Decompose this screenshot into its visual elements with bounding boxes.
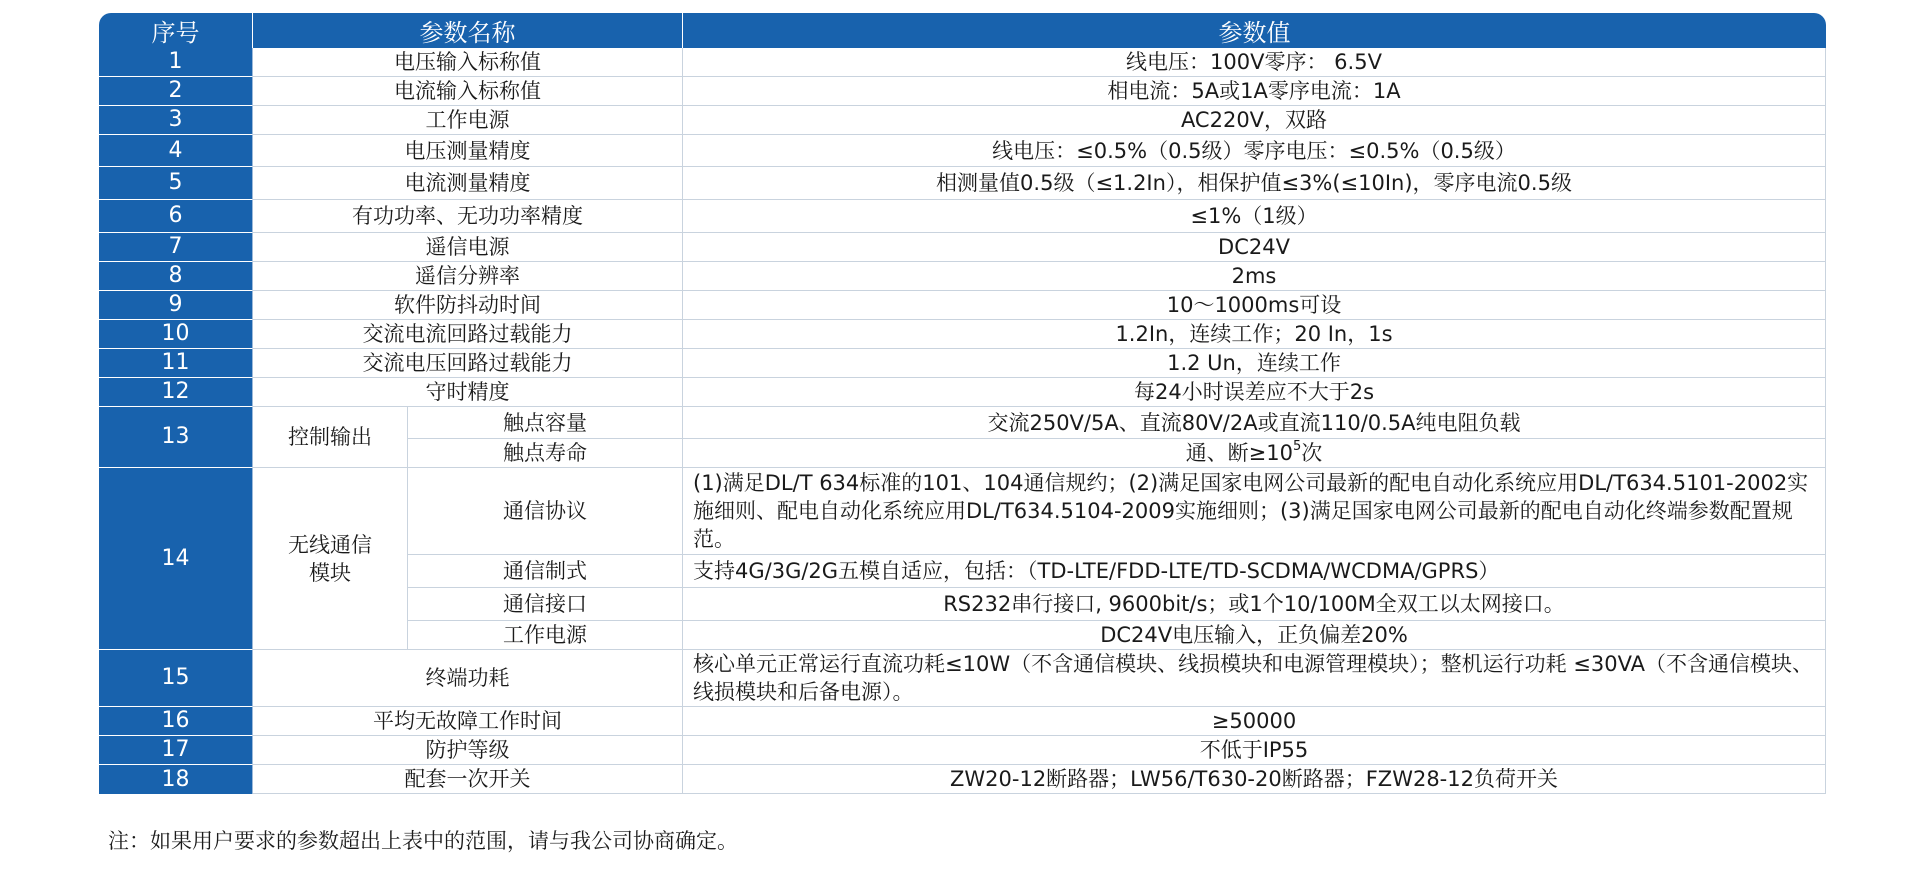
table-row bbox=[99, 650, 1826, 707]
row-index: 8 bbox=[99, 262, 253, 291]
param-sub-name: 通信接口 bbox=[408, 588, 683, 621]
param-sub-name: 通信制式 bbox=[408, 555, 683, 588]
header-index: 序号 bbox=[99, 13, 253, 48]
table-row bbox=[99, 407, 1826, 439]
row-index: 7 bbox=[99, 233, 253, 262]
param-name: 软件防抖动时间 bbox=[253, 291, 683, 320]
param-value: 线电压：100V零序： 6.5V bbox=[683, 48, 1826, 77]
param-value: AC220V，双路 bbox=[683, 106, 1826, 135]
param-value: DC24V bbox=[683, 233, 1826, 262]
row-index: 11 bbox=[99, 349, 253, 378]
row-index: 13 bbox=[99, 407, 253, 468]
table-row bbox=[99, 77, 1826, 106]
param-name: 守时精度 bbox=[253, 378, 683, 407]
param-name: 有功功率、无功功率精度 bbox=[253, 200, 683, 233]
param-value: DC24V电压输入，正负偏差20% bbox=[683, 621, 1826, 650]
table-header-row bbox=[99, 13, 1826, 48]
row-index: 14 bbox=[99, 468, 253, 650]
table-row bbox=[99, 320, 1826, 349]
value-exponent: 5 bbox=[1293, 439, 1302, 454]
header-param-value: 参数值 bbox=[683, 13, 1826, 48]
row-index: 16 bbox=[99, 707, 253, 736]
param-sub-name: 触点容量 bbox=[408, 407, 683, 439]
row-index: 15 bbox=[99, 650, 253, 707]
row-index: 10 bbox=[99, 320, 253, 349]
row-index: 17 bbox=[99, 736, 253, 765]
table-row bbox=[99, 378, 1826, 407]
param-sub-name: 触点寿命 bbox=[408, 439, 683, 468]
row-index: 1 bbox=[99, 48, 253, 77]
param-name: 电流输入标称值 bbox=[253, 77, 683, 106]
value-text: 次 bbox=[1301, 441, 1323, 465]
table-row bbox=[99, 468, 1826, 555]
table-row bbox=[99, 48, 1826, 77]
param-name: 交流电流回路过载能力 bbox=[253, 320, 683, 349]
spec-table bbox=[99, 13, 1826, 794]
value-text: 通、断≥10 bbox=[1185, 441, 1294, 465]
param-value: 相电流：5A或1A零序电流：1A bbox=[683, 77, 1826, 106]
param-value: 支持4G/3G/2G五模自适应，包括：（TD-LTE/FDD-LTE/TD-SCDMA/WCDMA/GPRS） bbox=[683, 555, 1826, 588]
param-name: 电流测量精度 bbox=[253, 167, 683, 200]
table-row bbox=[99, 135, 1826, 167]
param-value: ≤1%（1级） bbox=[683, 200, 1826, 233]
param-name: 遥信电源 bbox=[253, 233, 683, 262]
table-row bbox=[99, 167, 1826, 200]
param-group-name: 无线通信模块 bbox=[253, 468, 408, 650]
param-value: ZW20-12断路器；LW56/T630-20断路器；FZW28-12负荷开关 bbox=[683, 765, 1826, 794]
param-value: 不低于IP55 bbox=[683, 736, 1826, 765]
param-sub-name: 通信协议 bbox=[408, 468, 683, 555]
row-index: 2 bbox=[99, 77, 253, 106]
param-name: 电压测量精度 bbox=[253, 135, 683, 167]
table-row bbox=[99, 736, 1826, 765]
row-index: 12 bbox=[99, 378, 253, 407]
param-value: 2ms bbox=[683, 262, 1826, 291]
row-index: 4 bbox=[99, 135, 253, 167]
table-row bbox=[99, 233, 1826, 262]
header-param-name: 参数名称 bbox=[253, 13, 683, 48]
row-index: 18 bbox=[99, 765, 253, 794]
param-value bbox=[683, 439, 1826, 468]
param-value: 每24小时误差应不大于2s bbox=[683, 378, 1826, 407]
table-row bbox=[99, 291, 1826, 320]
param-name: 防护等级 bbox=[253, 736, 683, 765]
param-value: RS232串行接口, 9600bit/s；或1个10/100M全双工以太网接口。 bbox=[683, 588, 1826, 621]
row-index: 5 bbox=[99, 167, 253, 200]
param-value: 线电压：≤0.5%（0.5级）零序电压：≤0.5%（0.5级） bbox=[683, 135, 1826, 167]
param-name: 平均无故障工作时间 bbox=[253, 707, 683, 736]
param-name: 终端功耗 bbox=[253, 650, 683, 707]
table-row bbox=[99, 200, 1826, 233]
table-row bbox=[99, 349, 1826, 378]
param-value: ≥50000 bbox=[683, 707, 1826, 736]
param-value: 核心单元正常运行直流功耗≤10W（不含通信模块、线损模块和电源管理模块）；整机运行功耗 ≤30VA（不含通信模块、线损模块和后备电源）。 bbox=[683, 650, 1826, 707]
param-sub-name: 工作电源 bbox=[408, 621, 683, 650]
param-name: 配套一次开关 bbox=[253, 765, 683, 794]
row-index: 3 bbox=[99, 106, 253, 135]
param-value: 相测量值0.5级（≤1.2In），相保护值≤3%(≤10In)，零序电流0.5级 bbox=[683, 167, 1826, 200]
param-name: 遥信分辨率 bbox=[253, 262, 683, 291]
footnote: 注：如果用户要求的参数超出上表中的范围，请与我公司协商确定。 bbox=[108, 829, 738, 853]
table-row bbox=[99, 106, 1826, 135]
param-name: 工作电源 bbox=[253, 106, 683, 135]
param-value: (1)满足DL/T 634标准的101、104通信规约；(2)满足国家电网公司最新的配电自动化系统应用DL/T634.5101-2002实施细则、配电自动化系统应用DL/T634.5104-2009实施细则；(3)满足国家电网公司最新的配电自动化终端参数配置规范。 bbox=[683, 468, 1826, 555]
param-name: 交流电压回路过载能力 bbox=[253, 349, 683, 378]
param-value: 1.2In，连续工作；20 In，1s bbox=[683, 320, 1826, 349]
param-name: 电压输入标称值 bbox=[253, 48, 683, 77]
param-value: 1.2 Un，连续工作 bbox=[683, 349, 1826, 378]
param-value: 交流250V/5A、直流80V/2A或直流110/0.5A纯电阻负载 bbox=[683, 407, 1826, 439]
table-row bbox=[99, 262, 1826, 291]
param-value: 10～1000ms可设 bbox=[683, 291, 1826, 320]
row-index: 9 bbox=[99, 291, 253, 320]
row-index: 6 bbox=[99, 200, 253, 233]
table-row bbox=[99, 765, 1826, 794]
param-group-name: 控制输出 bbox=[253, 407, 408, 468]
table-row bbox=[99, 707, 1826, 736]
